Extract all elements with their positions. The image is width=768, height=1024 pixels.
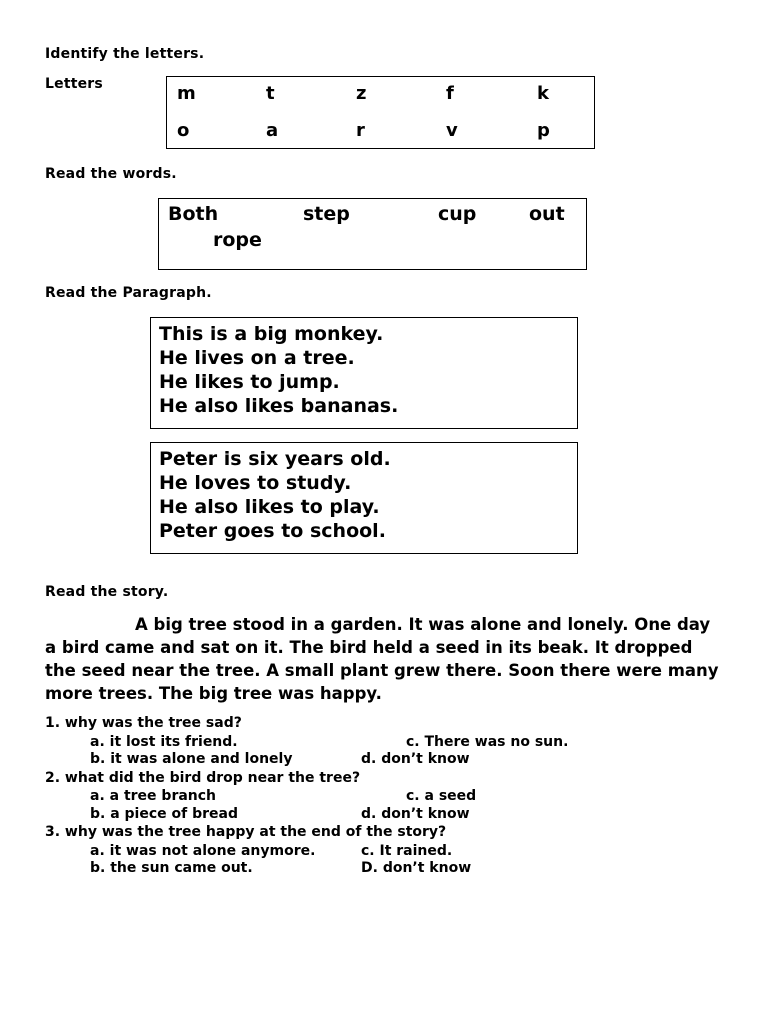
words-box xyxy=(158,198,587,270)
question-text: 1. why was the tree sad? xyxy=(45,715,242,731)
paragraph-box-monkey xyxy=(150,317,578,429)
letter-cell: z xyxy=(356,83,367,104)
answer-option: c. There was no sun. xyxy=(406,734,569,750)
paragraph-line: He also likes to play. xyxy=(159,496,380,518)
word-item: cup xyxy=(438,203,477,225)
letter-cell: m xyxy=(177,83,196,104)
letter-cell: v xyxy=(446,120,458,141)
answer-option: c. a seed xyxy=(406,788,477,804)
letter-cell: o xyxy=(177,120,190,141)
word-item: step xyxy=(303,203,350,225)
letter-cell: k xyxy=(537,83,549,104)
question-text: 3. why was the tree happy at the end of the story? xyxy=(45,824,447,840)
identify-letters-heading: Identify the letters. xyxy=(45,46,205,62)
letter-cell: a xyxy=(266,120,279,141)
read-story-heading: Read the story. xyxy=(45,584,169,600)
paragraph-line: He loves to study. xyxy=(159,472,352,494)
letter-cell: t xyxy=(266,83,275,104)
paragraph-line: He likes to jump. xyxy=(159,371,340,393)
read-words-heading: Read the words. xyxy=(45,166,177,182)
paragraph-line: Peter goes to school. xyxy=(159,520,386,542)
letter-cell: f xyxy=(446,83,454,104)
letters-box xyxy=(166,76,595,149)
paragraph-box-peter xyxy=(150,442,578,554)
story-text: A big tree stood in a garden. It was alone and lonely. One day a bird came and sat on it. The bird held a seed in its beak. It dropped the seed near the tree. A small plant grew there. Soon there were many more trees. The big tree was happy. xyxy=(45,615,719,703)
question-text: 2. what did the bird drop near the tree? xyxy=(45,770,361,786)
answer-option: a. it was not alone anymore. xyxy=(90,843,316,859)
read-paragraph-heading: Read the Paragraph. xyxy=(45,285,212,301)
answer-option: c. It rained. xyxy=(361,843,453,859)
word-item: Both xyxy=(168,203,219,225)
word-item: rope xyxy=(213,229,262,251)
answer-option: b. it was alone and lonely xyxy=(90,751,293,767)
paragraph-line: Peter is six years old. xyxy=(159,448,391,470)
answer-option: D. don’t know xyxy=(361,860,472,876)
answer-option: b. the sun came out. xyxy=(90,860,253,876)
answer-option: d. don’t know xyxy=(361,751,470,767)
answer-option: a. it lost its friend. xyxy=(90,734,238,750)
paragraph-line: He lives on a tree. xyxy=(159,347,355,369)
letter-cell: p xyxy=(537,120,550,141)
answer-option: d. don’t know xyxy=(361,806,470,822)
paragraph-line: This is a big monkey. xyxy=(159,323,384,345)
answer-option: b. a piece of bread xyxy=(90,806,238,822)
word-item: out xyxy=(529,203,565,225)
letter-cell: r xyxy=(356,120,365,141)
paragraph-line: He also likes bananas. xyxy=(159,395,399,417)
answer-option: a. a tree branch xyxy=(90,788,217,804)
letters-label: Letters xyxy=(45,76,103,92)
